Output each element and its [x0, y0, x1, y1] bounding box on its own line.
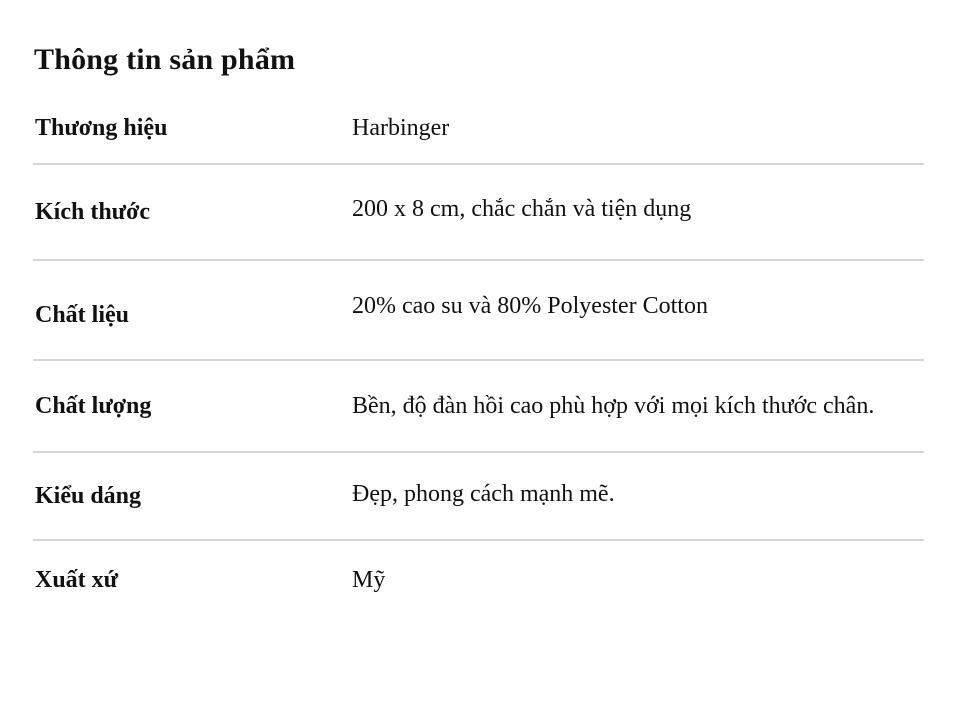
product-spec-table: [33, 92, 924, 637]
spec-value-brand: Harbinger: [352, 114, 450, 141]
spec-value-origin: Mỹ: [352, 567, 386, 593]
spec-row-origin: [33, 540, 924, 637]
spec-label-origin: Xuất xứ: [35, 567, 119, 593]
spec-value-material: 20% cao su và 80% Polyester Cotton: [352, 293, 708, 319]
spec-row-brand: [33, 92, 924, 164]
spec-label-brand: Thương hiệu: [35, 114, 168, 141]
spec-label-material: Chất liệu: [35, 302, 130, 328]
spec-row-size: [33, 164, 924, 260]
spec-label-quality: Chất lượng: [35, 393, 152, 419]
page-title: Thông tin sản phẩm: [34, 43, 296, 76]
spec-value-quality: Bền, độ đàn hồi cao phù hợp với mọi kích thước chân.: [352, 393, 875, 419]
spec-label-style: Kiểu dáng: [35, 483, 142, 509]
spec-row-material: [33, 260, 924, 360]
spec-label-size: Kích thước: [35, 199, 151, 225]
spec-row-quality: [33, 360, 924, 452]
spec-row-style: [33, 452, 924, 540]
spec-value-style: Đẹp, phong cách mạnh mẽ.: [352, 481, 615, 507]
spec-value-size: 200 x 8 cm, chắc chắn và tiện dụng: [352, 196, 692, 222]
